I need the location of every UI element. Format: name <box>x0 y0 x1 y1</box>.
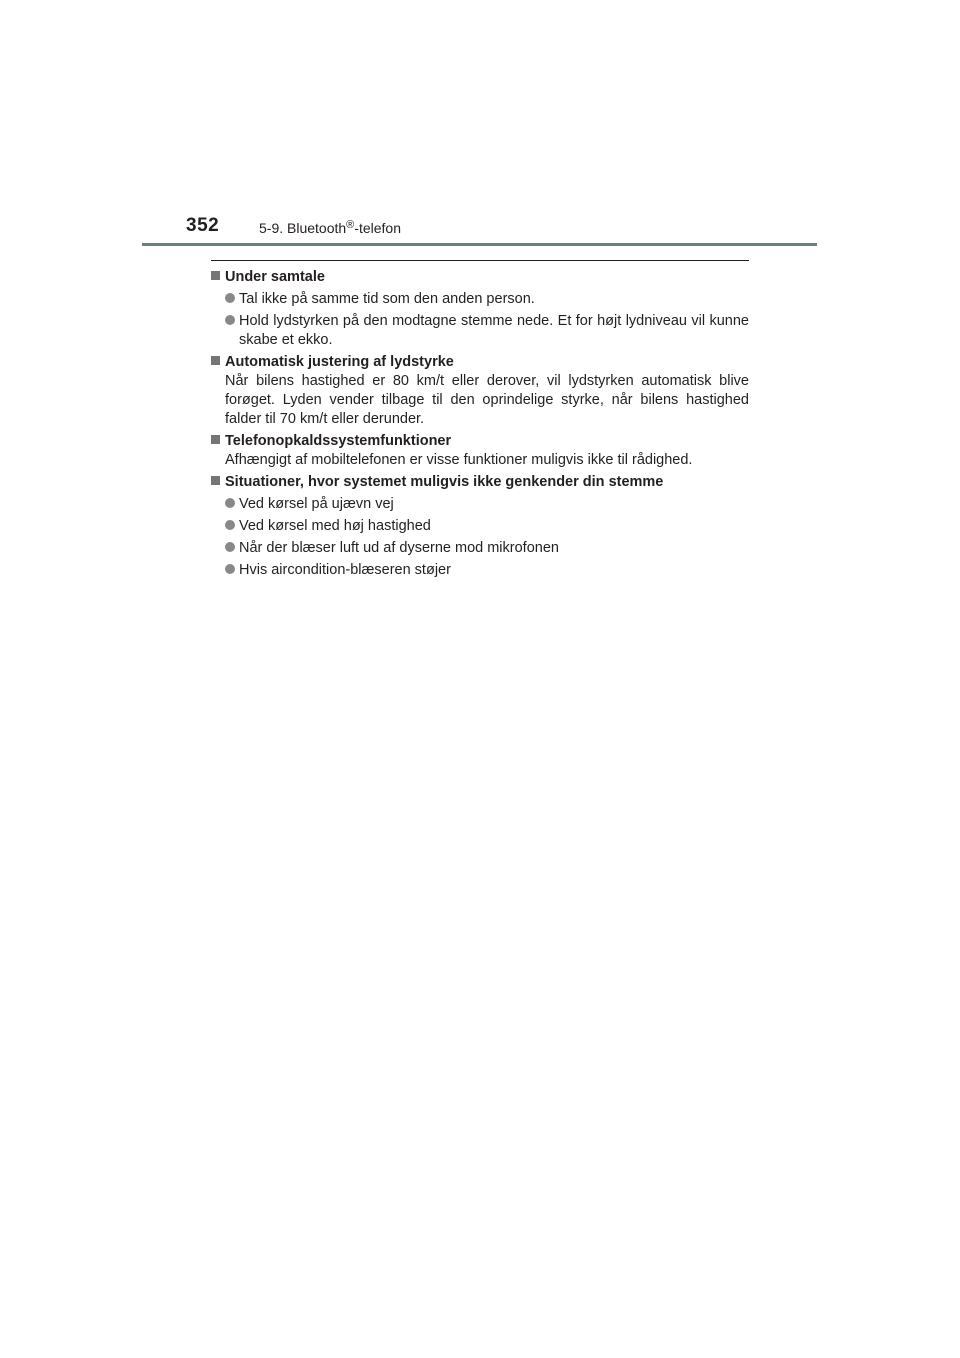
section-title-prefix: 5-9. Bluetooth <box>259 220 347 236</box>
heading-text: Under samtale <box>225 269 325 285</box>
content-rule <box>211 260 749 261</box>
list-item <box>211 517 749 536</box>
section-under-samtale <box>211 268 749 350</box>
content-body <box>211 265 749 583</box>
section-situationer <box>211 473 749 580</box>
section-paragraph: Afhængigt af mobiltelefonen er visse funktioner muligvis ikke til rådighed. <box>225 452 693 468</box>
section-telefonopkald <box>211 432 749 470</box>
section-title <box>259 219 401 236</box>
section-heading <box>211 353 749 372</box>
round-bullet-icon <box>225 498 235 508</box>
list-item <box>211 561 749 580</box>
round-bullet-icon <box>225 542 235 552</box>
round-bullet-icon <box>225 293 235 303</box>
list-item-text: Hold lydstyrken på den modtagne stemme nede. Et for højt lydniveau vil kunne skabe et ekko. <box>239 313 749 348</box>
list-item <box>211 495 749 514</box>
square-bullet-icon <box>211 271 220 280</box>
section-paragraph: Når bilens hastighed er 80 km/t eller derover, vil lydstyrken automatisk blive forøget. Lyden vender tilbage til den oprindelige styrke, når bilens hastighed falder til 70 km/t eller derunder. <box>225 373 749 427</box>
list-item-text: Tal ikke på samme tid som den anden person. <box>239 291 535 307</box>
section-heading <box>211 473 749 492</box>
list-item <box>211 290 749 309</box>
list-item-text: Hvis aircondition-blæseren støjer <box>239 562 451 578</box>
section-title-suffix: -telefon <box>354 220 401 236</box>
square-bullet-icon <box>211 476 220 485</box>
list-item <box>211 539 749 558</box>
header-rule <box>142 243 817 246</box>
heading-text: Situationer, hvor systemet muligvis ikke genkender din stemme <box>225 474 664 490</box>
section-automatisk-justering <box>211 353 749 429</box>
heading-text: Telefonopkaldssystemfunktioner <box>225 433 452 449</box>
registered-mark: ® <box>346 219 355 231</box>
list-item-text: Ved kørsel på ujævn vej <box>239 496 394 512</box>
round-bullet-icon <box>225 315 235 325</box>
section-heading <box>211 432 749 451</box>
round-bullet-icon <box>225 564 235 574</box>
list-item-text: Når der blæser luft ud af dyserne mod mikrofonen <box>239 540 559 556</box>
round-bullet-icon <box>225 520 235 530</box>
list-item-text: Ved kørsel med høj hastighed <box>239 518 431 534</box>
page-number: 352 <box>186 215 220 236</box>
heading-text: Automatisk justering af lydstyrke <box>225 354 454 370</box>
square-bullet-icon <box>211 356 220 365</box>
list-item <box>211 312 749 350</box>
section-heading <box>211 268 749 287</box>
square-bullet-icon <box>211 435 220 444</box>
